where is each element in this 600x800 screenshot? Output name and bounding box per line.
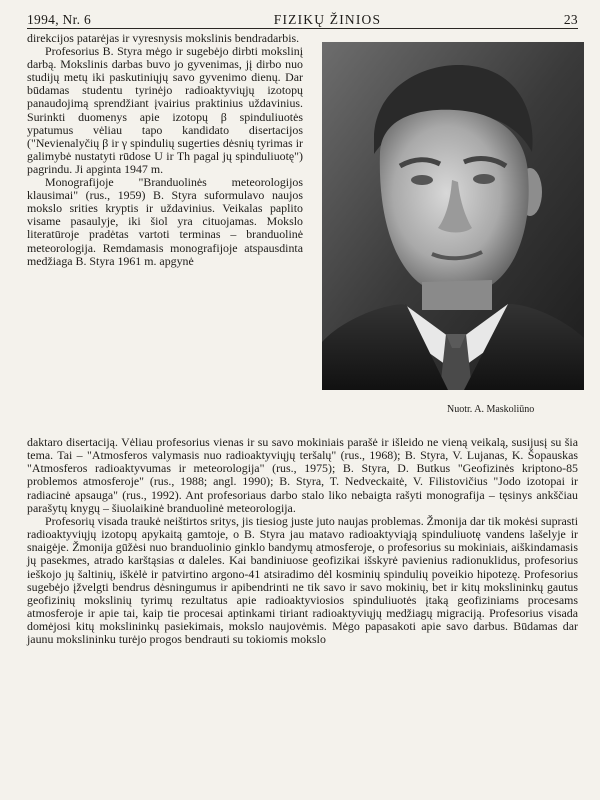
- page-number: 23: [563, 12, 578, 27]
- full-width-text: [27, 436, 578, 647]
- paragraph-3: Monografijoje "Branduolinės meteorologijos klausimai" (rus., 1959) B. Styra suformulavo naujos mokslo srities kryptis ir uždavinius. Veikalas paplito visame pasaulyje, iki šiol yra cituojamas. Mokslo literatūroje pradėtas vartoti terminas – branduolinė meteorologija. Remdamasis monografijoje atspausdinta medžiaga B. Styra 1961 m. apgynė: [27, 175, 303, 268]
- paragraph-5: Profesorių visada traukė neištirtos sritys, jis tiesiog juste juto naujas problemas. Žmonija dar tik mokėsi suprasti radioaktyviųjų izotopų apykaitą gamtoje, o B. Styra jau matavo radioaktyviąją spinduliuotę vandens lašelyje ir snaigėje. Žmonija gūžėsi nuo branduolinio ginklo bandymų atmosferoje, o profesorius su mokiniais, aiškindamasis jų pasekmes, atrado karštąsias α daleles. Kai bandiniuose geofizikai išskyrė pavienius radionuklidus, profesorius ieškojo jų šaltinių, iškėlė ir patvirtino argono-41 atsiradimo dėl kosminių spindulių poveikio hipotezę. Profesorius sugebėjo įžvelgti bendrus dėsningumus ir apibendrinti ne tik savo ir savo mokinių, bet ir kitų mokslininkų gautus geofizinių mokslinių tyrimų rezultatus apie radioaktyviosios spinduliuotės įtaką geofiziniams procesams atmosferoje ir apie tai, kaip tie procesai aptinkami tiriant radioaktyviųjų medžiagų migraciją. Profesorius visada domėjosi kitų mokslininkų pasiekimais, mokslo naujovėmis. Mėgo papasakoti apie savo darbus. Būdamas dar jaunu mokslininku turėjo progos bendrauti su tokiomis mokslo: [27, 513, 578, 647]
- paragraph-1: direkcijos patarėjas ir vyresnysis mokslinis bendradarbis.: [27, 31, 300, 45]
- journal-title: FIZIKŲ ŽINIOS: [273, 12, 382, 27]
- left-column-text: [27, 32, 303, 268]
- issue-info: 1994, Nr. 6: [27, 12, 92, 27]
- running-header: [27, 6, 578, 29]
- portrait-image: [322, 42, 584, 390]
- photo-credit: Nuotr. A. Maskoliūno: [447, 404, 535, 415]
- paragraph-2: Profesorius B. Styra mėgo ir sugebėjo dirbti mokslinį darbą. Mokslinis darbas buvo jo gyvenimas, jį dirbo nuo studijų metų iki paskutiniųjų savo gyvenimo dienų. Dar būdamas studentu tyrinėjo radioaktyviųjų izotopų panaudojimą sprendžiant įvairius praktinius uždavinius. Surinkti duomenys apie izotopų β spinduliuotės ypatumus vėliau tapo kandidato disertacijos ("Nevienalyčių β ir γ spindulių sugerties dėsnių tyrimas ir galimybė nustatyti rūdose U ir Th pagal jų spinduliuotę") pagrindu. Ji apginta 1947 m.: [27, 44, 303, 176]
- portrait-photo: [322, 42, 584, 390]
- paragraph-4: daktaro disertaciją. Vėliau profesorius vienas ir su savo mokiniais parašė ir išleido ne vieną veikalą, susijusį su šia tema. Tai – "Atmosferos valymasis nuo radioaktyviųjų teršalų" (rus., 1968); B. Styra, V. Lujanas, K. Šopauskas "Atmosferos radioaktyvumas ir meteorologija" (rus., 1975); B. Styra, D. Butkus "Geofizinės kriptono-85 problemos atmosferoje" (rus., 1988; angl. 1990); B. Styra, T. Nedveckaitė, V. Filistovičius "Jodo izotopai ir radiacinė apsauga" (rus., 1992). Ant profesoriaus darbo stalo liko nebaigta rašyti monografija – tęsinys ankščiau parašytų knygų – šiuolaikinė branduolinė meteorologija.: [27, 435, 578, 515]
